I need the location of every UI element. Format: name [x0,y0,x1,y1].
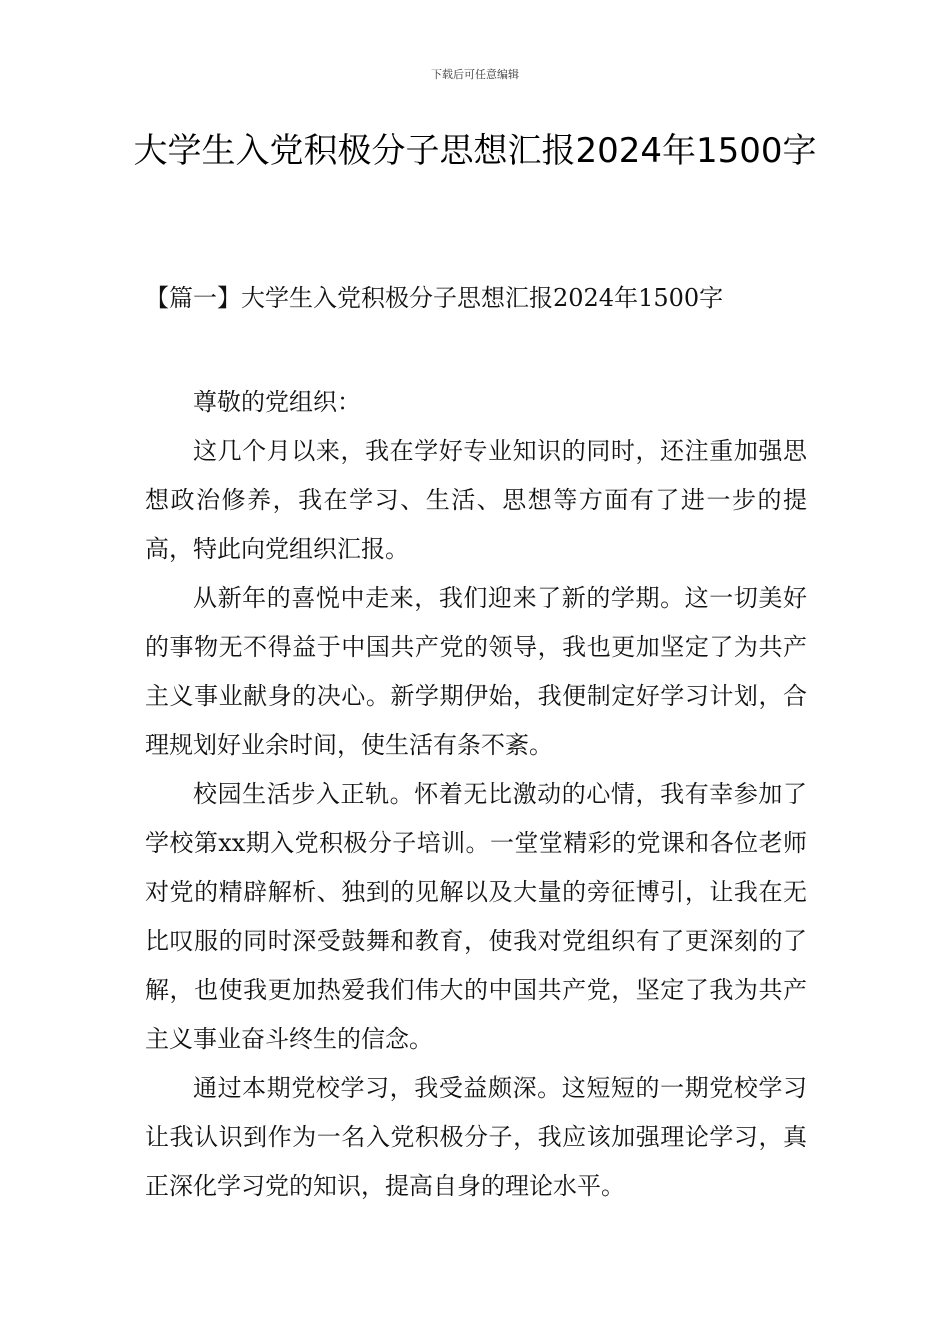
document-title: 大学生入党积极分子思想汇报2024年1500字 [133,131,817,171]
body-paragraph: 通过本期党校学习，我受益颇深。这短短的一期党校学习让我认识到作为一名入党积极分子，我应该加强理论学习，真正深化学习党的知识，提高自身的理论水平。 [145,1074,807,1200]
document-body [145,378,807,1211]
header-note: 下载后可任意编辑 [431,68,519,81]
body-paragraph: 校园生活步入正轨。怀着无比激动的心情，我有幸参加了学校第xx期入党积极分子培训。一堂堂精彩的党课和各位老师对党的精辟解析、独到的见解以及大量的旁征博引，让我在无比叹服的同时深受鼓舞和教育，使我对党组织有了更深刻的了解，也使我更加热爱我们伟大的中国共产党，坚定了我为共产主义事业奋斗终生的信念。 [145,780,807,1053]
salutation: 尊敬的党组织： [193,388,361,416]
body-paragraph: 从新年的喜悦中走来，我们迎来了新的学期。这一切美好的事物无不得益于中国共产党的领导，我也更加坚定了为共产主义事业献身的决心。新学期伊始，我便制定好学习计划，合理规划好业余时间，使生活有条不紊。 [145,584,807,759]
section-heading: 【篇一】大学生入党积极分子思想汇报2024年1500字 [145,284,724,312]
body-paragraph: 这几个月以来，我在学好专业知识的同时，还注重加强思想政治修养，我在学习、生活、思想等方面有了进一步的提高，特此向党组织汇报。 [145,437,807,563]
